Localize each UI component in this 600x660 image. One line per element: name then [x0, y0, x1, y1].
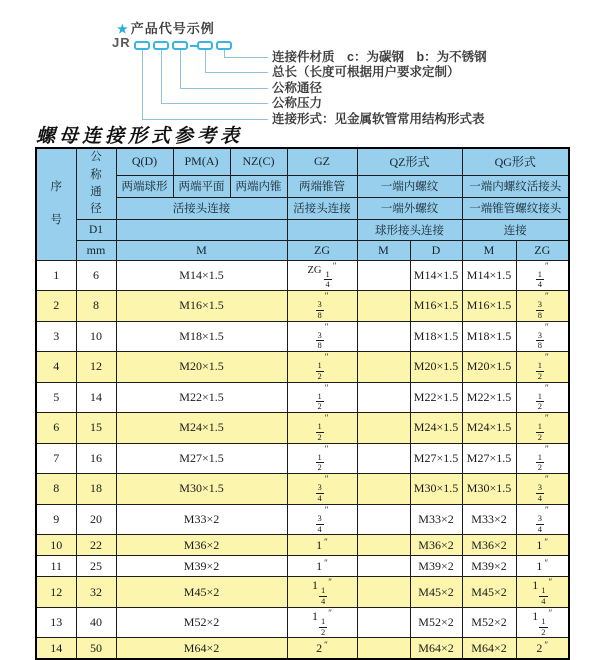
nut-connection-table: [35, 147, 570, 660]
cell-nominal-diameter: 8: [76, 291, 116, 322]
cell-qg-m: M16×1.5: [462, 291, 516, 322]
cell-qg-m: M20×1.5: [462, 352, 516, 383]
cell-serial-no: 1: [36, 260, 76, 291]
cell-nominal-diameter: 18: [76, 474, 116, 505]
cell-union-m: M39×2: [116, 556, 287, 577]
cell-qg-zg: 2 ″: [516, 638, 569, 659]
cell-nominal-diameter: 12: [76, 352, 116, 383]
header-serial-no: 序号: [36, 148, 76, 260]
cell-serial-no: 10: [36, 535, 76, 556]
cell-qz-m: [357, 556, 410, 577]
cell-serial-no: 8: [36, 474, 76, 505]
cell-qg-zg: $\frac{3}{4}$ ″: [516, 504, 569, 535]
label-nominal-diameter: 公称通径: [272, 81, 323, 95]
cell-qz-m: [357, 382, 410, 413]
cell-serial-no: 3: [36, 321, 76, 352]
cell-serial-no: 4: [36, 352, 76, 383]
header-union-connection: 活接头连接: [116, 197, 287, 219]
cell-nominal-diameter: 16: [76, 443, 116, 474]
cell-serial-no: 12: [36, 577, 76, 608]
table-row: [36, 474, 569, 505]
cell-union-m: M33×2: [116, 504, 287, 535]
cell-qz-m: [357, 291, 410, 322]
header-unit-m: M: [116, 240, 287, 260]
header-qg-zg: ZG: [516, 240, 569, 260]
cell-qg-m: M22×1.5: [462, 382, 516, 413]
header-qg-desc1: 一端内螺纹活接头: [462, 175, 569, 197]
cell-qz-d: M52×2: [410, 607, 462, 638]
cell-qz-m: [357, 260, 410, 291]
cell-union-m: M18×1.5: [116, 321, 287, 352]
table-row: [36, 352, 569, 383]
cell-qz-m: [357, 321, 410, 352]
cell-qz-d: M16×1.5: [410, 291, 462, 322]
header-qz-form: QZ形式: [357, 148, 462, 175]
label-connection-form: 连接形式：见金属软管常用结构形式表: [272, 112, 485, 126]
cell-qg-m: M14×1.5: [462, 260, 516, 291]
cell-qg-zg: $\frac{1}{2}$ ″: [516, 413, 569, 444]
header-qg-m: M: [462, 240, 516, 260]
diagram-title-text: 产品代号示例: [130, 21, 215, 36]
cell-qz-m: [357, 577, 410, 608]
cell-serial-no: 13: [36, 607, 76, 638]
cell-gz-zg: 1 $\frac{1}{2}$ ″: [287, 607, 357, 638]
cell-qg-m: M36×2: [462, 535, 516, 556]
cell-qz-m: [357, 474, 410, 505]
header-qd-desc: 两端球形: [116, 175, 173, 197]
product-code-prefix: JR: [112, 35, 131, 50]
cell-nominal-diameter: 32: [76, 577, 116, 608]
cell-qz-d: M14×1.5: [410, 260, 462, 291]
cell-qg-zg: $\frac{3}{4}$ ″: [516, 474, 569, 505]
cell-union-m: M36×2: [116, 535, 287, 556]
cell-qg-m: M52×2: [462, 607, 516, 638]
star-icon: ★: [117, 22, 129, 36]
cell-qg-zg: $\frac{1}{4}$ ″: [516, 260, 569, 291]
cell-qz-d: M24×1.5: [410, 413, 462, 444]
header-pma-desc: 两端平面: [173, 175, 230, 197]
header-gz: GZ: [287, 148, 357, 175]
table-row: [36, 291, 569, 322]
cell-qg-zg: $\frac{1}{2}$ ″: [516, 443, 569, 474]
table-row: [36, 260, 569, 291]
table-row: [36, 607, 569, 638]
cell-gz-zg: $\frac{1}{2}$ ″: [287, 443, 357, 474]
cell-serial-no: 6: [36, 413, 76, 444]
header-qz-d: D: [410, 240, 462, 260]
cell-serial-no: 7: [36, 443, 76, 474]
header-mm: mm: [76, 240, 116, 260]
header-nzc-desc: 两端内锥: [230, 175, 287, 197]
header-d1: D1: [76, 219, 116, 240]
cell-gz-zg: $\frac{1}{2}$ ″: [287, 352, 357, 383]
cell-qg-m: M18×1.5: [462, 321, 516, 352]
cell-qg-m: M33×2: [462, 504, 516, 535]
header-qz-m: M: [357, 240, 410, 260]
code-dash: [190, 45, 197, 47]
cell-qz-d: M39×2: [410, 556, 462, 577]
cell-serial-no: 14: [36, 638, 76, 659]
header-qg-connection: 连接: [462, 219, 569, 240]
cell-gz-zg: 1 $\frac{1}{4}$ ″: [287, 577, 357, 608]
header-gz-connection: 活接头连接: [287, 197, 357, 219]
table-row: [36, 443, 569, 474]
code-box-4: [197, 41, 213, 50]
cell-gz-zg: $\frac{3}{4}$ ″: [287, 474, 357, 505]
cell-qz-d: M30×1.5: [410, 474, 462, 505]
cell-qg-m: M30×1.5: [462, 474, 516, 505]
table-row: [36, 535, 569, 556]
header-qg-form: QG形式: [462, 148, 569, 175]
table-row: [36, 638, 569, 659]
cell-gz-zg: $\frac{1}{2}$ ″: [287, 413, 357, 444]
cell-qz-d: M64×2: [410, 638, 462, 659]
cell-nominal-diameter: 50: [76, 638, 116, 659]
cell-union-m: M52×2: [116, 607, 287, 638]
cell-union-m: M16×1.5: [116, 291, 287, 322]
table-row: [36, 413, 569, 444]
code-box-1: [134, 41, 150, 50]
cell-qg-zg: $\frac{1}{2}$ ″: [516, 382, 569, 413]
code-box-3: [172, 41, 188, 50]
cell-qg-m: M27×1.5: [462, 443, 516, 474]
header-nominal-diameter: 公称通径: [76, 148, 116, 219]
cell-qg-zg: 1 ″: [516, 556, 569, 577]
cell-serial-no: 2: [36, 291, 76, 322]
cell-gz-zg: 2 ″: [287, 638, 357, 659]
label-nominal-pressure: 公称压力: [272, 96, 323, 110]
cell-nominal-diameter: 10: [76, 321, 116, 352]
cell-qz-d: M33×2: [410, 504, 462, 535]
cell-nominal-diameter: 25: [76, 556, 116, 577]
cell-qz-m: [357, 443, 410, 474]
header-qz-desc2: 一端外螺纹: [357, 197, 462, 219]
cell-union-m: M22×1.5: [116, 382, 287, 413]
cell-nominal-diameter: 22: [76, 535, 116, 556]
cell-qz-d: M18×1.5: [410, 321, 462, 352]
cell-qz-d: M22×1.5: [410, 382, 462, 413]
cell-gz-zg: $\frac{1}{2}$ ″: [287, 382, 357, 413]
cell-union-m: M14×1.5: [116, 260, 287, 291]
cell-qz-m: [357, 352, 410, 383]
cell-qz-d: M20×1.5: [410, 352, 462, 383]
cell-union-m: M45×2: [116, 577, 287, 608]
table-row: [36, 556, 569, 577]
table-body: [36, 260, 569, 659]
cell-nominal-diameter: 15: [76, 413, 116, 444]
cell-serial-no: 11: [36, 556, 76, 577]
cell-qz-m: [357, 607, 410, 638]
code-box-5: [216, 41, 232, 50]
cell-union-m: M64×2: [116, 638, 287, 659]
header-nzc: NZ(C): [230, 148, 287, 175]
cell-qz-m: [357, 504, 410, 535]
cell-gz-zg: $\frac{3}{4}$ ″: [287, 504, 357, 535]
cell-serial-no: 9: [36, 504, 76, 535]
cell-qg-zg: 1 ″: [516, 535, 569, 556]
header-blank-gz: [287, 219, 357, 240]
cell-nominal-diameter: 6: [76, 260, 116, 291]
table-title: 螺母连接形式参考表: [36, 125, 244, 147]
header-qg-desc2: 一端锥管螺纹接头: [462, 197, 569, 219]
cell-nominal-diameter: 40: [76, 607, 116, 638]
cell-serial-no: 5: [36, 382, 76, 413]
header-unit-zg: ZG: [287, 240, 357, 260]
connector-line-5: [142, 50, 268, 120]
cell-gz-zg: ZG $\frac{1}{4}$ ″: [287, 260, 357, 291]
cell-qg-zg: 1 $\frac{1}{4}$ ″: [516, 577, 569, 608]
header-gz-desc: 两端锥管: [287, 175, 357, 197]
cell-qg-m: M39×2: [462, 556, 516, 577]
cell-qg-m: M45×2: [462, 577, 516, 608]
header-pma: PM(A): [173, 148, 230, 175]
cell-gz-zg: $\frac{3}{8}$ ″: [287, 321, 357, 352]
cell-union-m: M20×1.5: [116, 352, 287, 383]
cell-nominal-diameter: 14: [76, 382, 116, 413]
cell-union-m: M24×1.5: [116, 413, 287, 444]
cell-qz-m: [357, 638, 410, 659]
code-box-2: [153, 41, 169, 50]
cell-gz-zg: 1 ″: [287, 535, 357, 556]
cell-qz-d: M36×2: [410, 535, 462, 556]
table-row: [36, 504, 569, 535]
header-qz-connection: 球形接头连接: [357, 219, 462, 240]
header-qd: Q(D): [116, 148, 173, 175]
cell-union-m: M30×1.5: [116, 474, 287, 505]
cell-qg-zg: $\frac{3}{8}$ ″: [516, 321, 569, 352]
cell-qg-zg: $\frac{3}{8}$ ″: [516, 291, 569, 322]
diagram-title: [117, 18, 215, 37]
cell-qg-m: M64×2: [462, 638, 516, 659]
cell-nominal-diameter: 20: [76, 504, 116, 535]
table-row: [36, 577, 569, 608]
cell-gz-zg: $\frac{3}{8}$ ″: [287, 291, 357, 322]
header-blank-union: [116, 219, 287, 240]
cell-qz-d: M45×2: [410, 577, 462, 608]
label-total-length: 总长（长度可根据用户要求定制）: [272, 65, 460, 79]
header-qz-desc1: 一端内螺纹: [357, 175, 462, 197]
cell-union-m: M27×1.5: [116, 443, 287, 474]
cell-qg-zg: 1 $\frac{1}{2}$ ″: [516, 607, 569, 638]
table-row: [36, 382, 569, 413]
cell-qg-m: M24×1.5: [462, 413, 516, 444]
cell-qz-m: [357, 413, 410, 444]
table-row: [36, 321, 569, 352]
cell-gz-zg: 1 ″: [287, 556, 357, 577]
cell-qz-m: [357, 535, 410, 556]
cell-qz-d: M27×1.5: [410, 443, 462, 474]
cell-qg-zg: $\frac{1}{2}$ ″: [516, 352, 569, 383]
label-material: 连接件材质 c：为碳钢 b：为不锈钢: [272, 50, 487, 64]
